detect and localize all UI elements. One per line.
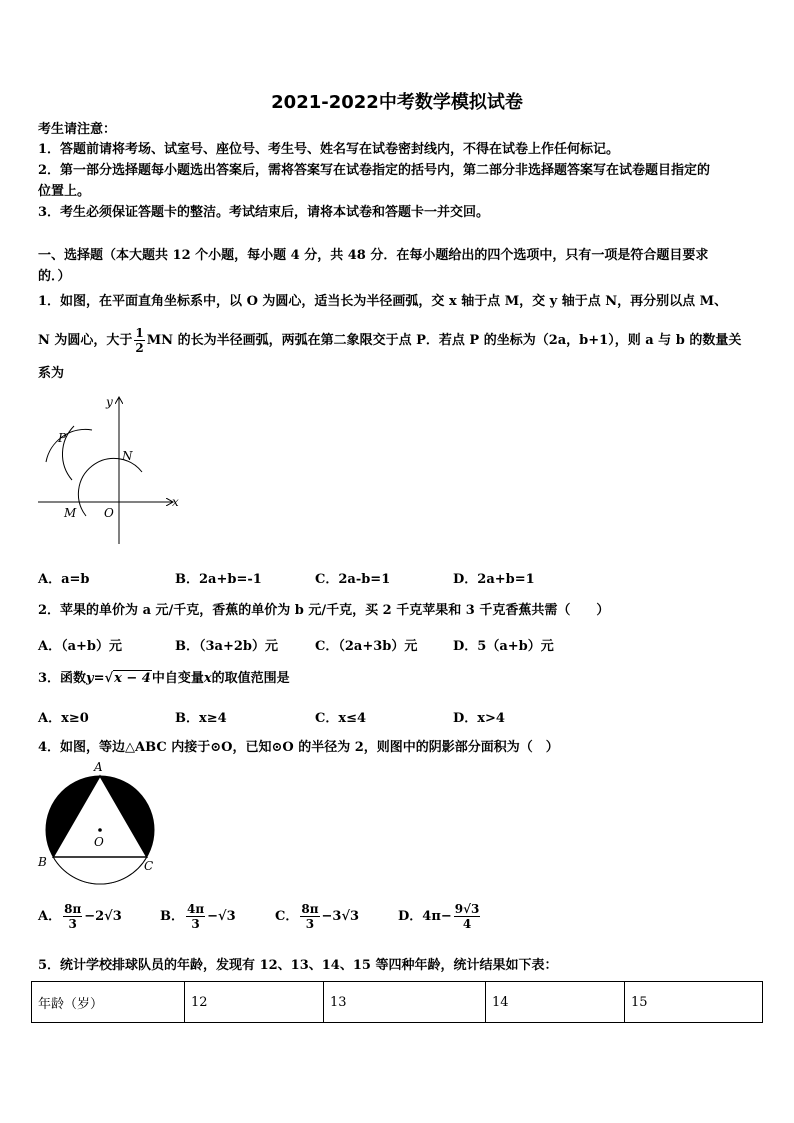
q4-text: 4．如图，等边△ABC 内接于⊙O，已知⊙O 的半径为 2，则图中的阴影部分面积为（ ） bbox=[38, 740, 559, 755]
q5-text: 5．统计学校排球队员的年龄，发现有 12、13、14、15 等四种年龄，统计结果如下表： bbox=[38, 958, 558, 973]
label-p: P bbox=[58, 431, 67, 445]
q1-line2: N 为圆心，大于 $\frac{1}{2}$ MN 的长为半径画弧，两弧在第二象限交于点 P．若点 P 的坐标为（2a，b+1），则 a 与 b 的数量关 bbox=[38, 326, 742, 355]
q2-option-b: B．（3a+2b）元 bbox=[175, 639, 278, 654]
q3-option-d: D．x>4 bbox=[453, 711, 505, 726]
q4-option-c: C． $\frac{8\pi}{3}$ −3√3 bbox=[275, 902, 360, 931]
table-cell-13: 13 bbox=[324, 982, 486, 1023]
label-a: A bbox=[94, 760, 103, 774]
label-o-center: O bbox=[94, 835, 104, 849]
q1-coordinate-figure bbox=[34, 392, 184, 552]
q4-option-b: B． $\frac{4\pi}{3}$ −√3 bbox=[160, 902, 236, 931]
arc-from-m bbox=[46, 429, 92, 462]
label-b: B bbox=[38, 855, 47, 869]
q4-option-a: A． $\frac{8\pi}{3}$ −2√3 bbox=[38, 902, 122, 931]
q1-option-a: A．a=b bbox=[38, 572, 90, 587]
q2-option-a: A．（a+b）元 bbox=[38, 639, 122, 654]
q2-option-c: C．（2a+3b）元 bbox=[315, 639, 418, 654]
q3-option-b: B．x≥4 bbox=[175, 711, 227, 726]
label-o: O bbox=[104, 506, 114, 520]
q1-fraction: $\frac{1}{2}$ bbox=[135, 326, 144, 355]
q3-option-c: C．x≤4 bbox=[315, 711, 367, 726]
q3-radicand: x − 4 bbox=[114, 671, 151, 686]
label-x: x bbox=[172, 495, 179, 509]
section1-line2: 的．） bbox=[38, 269, 71, 284]
q3-text: 3．函数y=√x − 4中自变量x的取值范围是 bbox=[38, 671, 290, 686]
center-dot bbox=[98, 828, 102, 832]
table-cell-header: 年龄（岁） bbox=[32, 982, 185, 1023]
table-cell-12: 12 bbox=[185, 982, 324, 1023]
q1-option-d: D．2a+b=1 bbox=[453, 572, 535, 587]
q1-line1: 1．如图，在平面直角坐标系中，以 O 为圆心，适当长为半径画弧，交 x 轴于点 M，交 y 轴于点 N，再分别以点 M、 bbox=[38, 294, 728, 309]
table-cell-15: 15 bbox=[625, 982, 763, 1023]
notice-heading: 考生请注意： bbox=[38, 122, 117, 137]
label-c: C bbox=[144, 859, 154, 873]
table-row bbox=[32, 982, 763, 1023]
notice-item-3: 3．考生必须保证答题卡的整洁。考试结束后，请将本试卷和答题卡一并交回。 bbox=[38, 205, 490, 220]
q1-option-b: B．2a+b=-1 bbox=[175, 572, 262, 587]
page-title: 2021-2022中考数学模拟试卷 bbox=[271, 92, 523, 113]
q2-option-d: D．5（a+b）元 bbox=[453, 639, 554, 654]
label-n: N bbox=[122, 449, 133, 463]
lower-segment bbox=[53, 857, 147, 884]
notice-item-1: 1．答题前请将考场、试室号、座位号、考生号、姓名写在试卷密封线内，不得在试卷上作任何标记。 bbox=[38, 142, 620, 157]
q1-option-c: C．2a-b=1 bbox=[315, 572, 391, 587]
notice-item-2: 2．第一部分选择题每小题选出答案后，需将答案写在试卷指定的括号内，第二部分非选择题答案写在试卷题目指定的 bbox=[38, 163, 711, 178]
q3-option-a: A．x≥0 bbox=[38, 711, 89, 726]
q1-line3: 系为 bbox=[38, 366, 65, 381]
label-y: y bbox=[106, 395, 113, 409]
q4-circle-figure bbox=[34, 760, 164, 890]
q4-option-d: D．4π− $\frac{9√3}{4}$ bbox=[398, 902, 480, 931]
q5-age-table bbox=[31, 981, 763, 1023]
notice-item-2-cont: 位置上。 bbox=[38, 184, 91, 199]
table-cell-14: 14 bbox=[486, 982, 625, 1023]
q2-text: 2．苹果的单价为 a 元/千克，香蕉的单价为 b 元/千克，买 2 千克苹果和 3 千克香蕉共需（ ） bbox=[38, 603, 610, 618]
section1-line1: 一、选择题（本大题共 12 个小题，每小题 4 分，共 48 分．在每小题给出的四个选项中，只有一项是符合题目要求 bbox=[38, 248, 709, 263]
label-m: M bbox=[64, 506, 77, 520]
